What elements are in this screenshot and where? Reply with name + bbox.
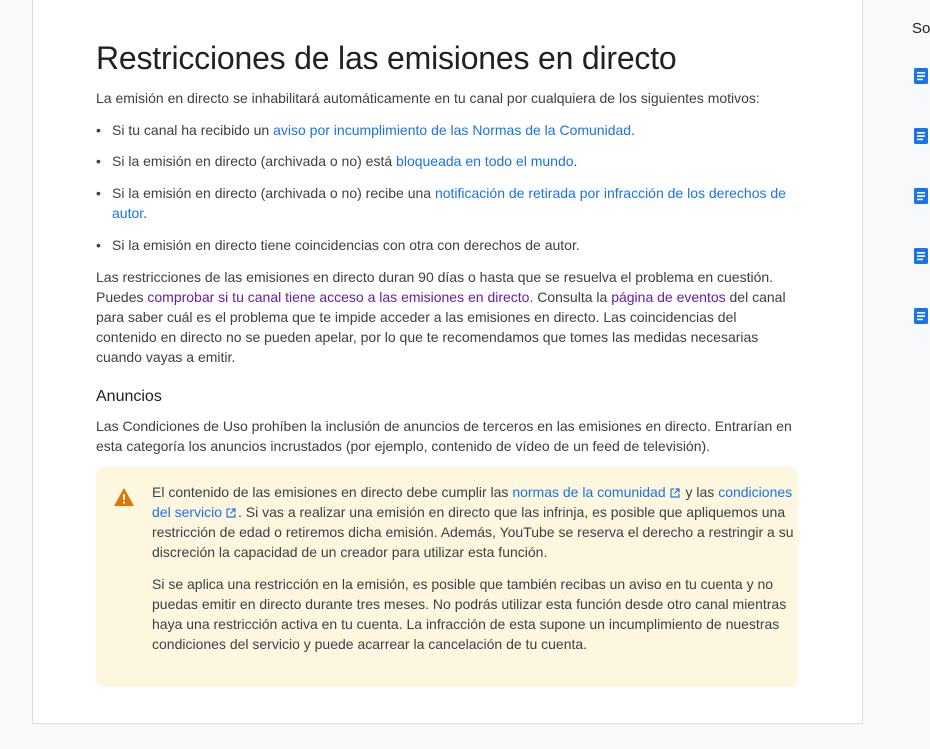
warning-triangle-icon: [113, 487, 135, 507]
external-link-icon: [670, 488, 680, 498]
sidebar-heading: So: [912, 20, 930, 37]
document-icon[interactable]: [914, 248, 928, 264]
restrictions-paragraph: [96, 267, 796, 367]
bullet-text: Si tu canal ha recibido un: [112, 122, 274, 138]
link-label: normas de la comunidad: [512, 484, 666, 500]
document-icon[interactable]: [914, 128, 928, 144]
ads-heading: Anuncios: [96, 388, 162, 405]
community-guidelines-strike-link[interactable]: aviso por incumplimiento de las Normas de la Comunidad: [273, 122, 632, 138]
blocked-worldwide-link[interactable]: bloqueada en todo el mundo: [396, 153, 574, 169]
bullet-dot: •: [96, 153, 101, 169]
bullet-dot: •: [96, 122, 101, 138]
bullet-dot: •: [96, 185, 101, 201]
paragraph-text: . Consulta la: [529, 289, 612, 305]
document-icon[interactable]: [914, 308, 928, 324]
page-title: Restricciones de las emisiones en directo: [96, 40, 677, 76]
bullet-text: Si la emisión en directo (archivada o no) recibe una: [112, 185, 435, 201]
warning-text: . Si vas a realizar una emisión en directo que las infrinja, es posible que apliquemos una restricción de edad o retiremos dicha emisión. Además, YouTube se reserva el derecho a restringir a su discreción la capacidad de un creador para utilizar esta función.: [152, 504, 794, 560]
intro-text: La emisión en directo se inhabilitará automáticamente en tu canal por cualquiera de los siguientes motivos:: [96, 90, 760, 106]
events-page-link[interactable]: página de eventos: [611, 289, 726, 305]
paragraph-text: Las restricciones de las emisiones en directo duran 90 días o hasta que se resuelva el problema en cuestión. Puedes: [96, 269, 774, 305]
paragraph-text: del canal para saber cuál es el problema que te impide acceder a las emisiones en directo. Las coincidencias del contenido en directo no se pueden apelar, por lo que te recomendamos que tomes las medidas necesarias cuando vayas a emitir.: [96, 289, 786, 365]
bullet-text-end: .: [143, 205, 148, 221]
card-bottom-divider: [32, 723, 862, 724]
bullet-text: Si la emisión en directo (archivada o no) está: [112, 153, 397, 169]
bullet-dot: •: [96, 237, 101, 253]
community-guidelines-link[interactable]: [512, 484, 681, 500]
bullet-text-end: .: [573, 153, 578, 169]
document-icon[interactable]: [914, 68, 928, 84]
copyright-takedown-link[interactable]: notificación de retirada por infracción de los derechos de autor: [112, 185, 786, 221]
document-icon[interactable]: [914, 188, 928, 204]
warning-paragraph-1: [152, 482, 797, 562]
bullet-text: Si la emisión en directo tiene coincidencias con otra con derechos de autor.: [112, 237, 580, 253]
ads-paragraph: Las Condiciones de Uso prohíben la inclusión de anuncios de terceros en las emisiones en directo. Entrarían en esta categoría los anuncios incrustados (por ejemplo, contenido de vídeo de un feed de televisión).: [96, 418, 792, 454]
warning-callout: [96, 467, 798, 687]
warning-text: y las: [681, 484, 719, 500]
link-label: condiciones del servicio: [152, 484, 793, 520]
warning-body: [152, 482, 797, 666]
warning-text: El contenido de las emisiones en directo debe cumplir las: [152, 484, 513, 500]
bullet-text-end: .: [631, 122, 635, 138]
check-live-access-link[interactable]: comprobar si tu canal tiene acceso a las emisiones en directo: [147, 289, 530, 305]
external-link-icon: [226, 508, 236, 518]
warning-paragraph-2: Si se aplica una restricción en la emisión, es posible que también recibas un aviso en tu cuenta y no puedas emitir en directo durante tres meses. No podrás utilizar esta función desde otro canal mientras haya una restricción activa en tu cuenta. La infracción de esta supone un incumplimiento de nuestras condiciones del servicio y puede acarrear la cancelación de tu cuenta.: [152, 576, 787, 652]
